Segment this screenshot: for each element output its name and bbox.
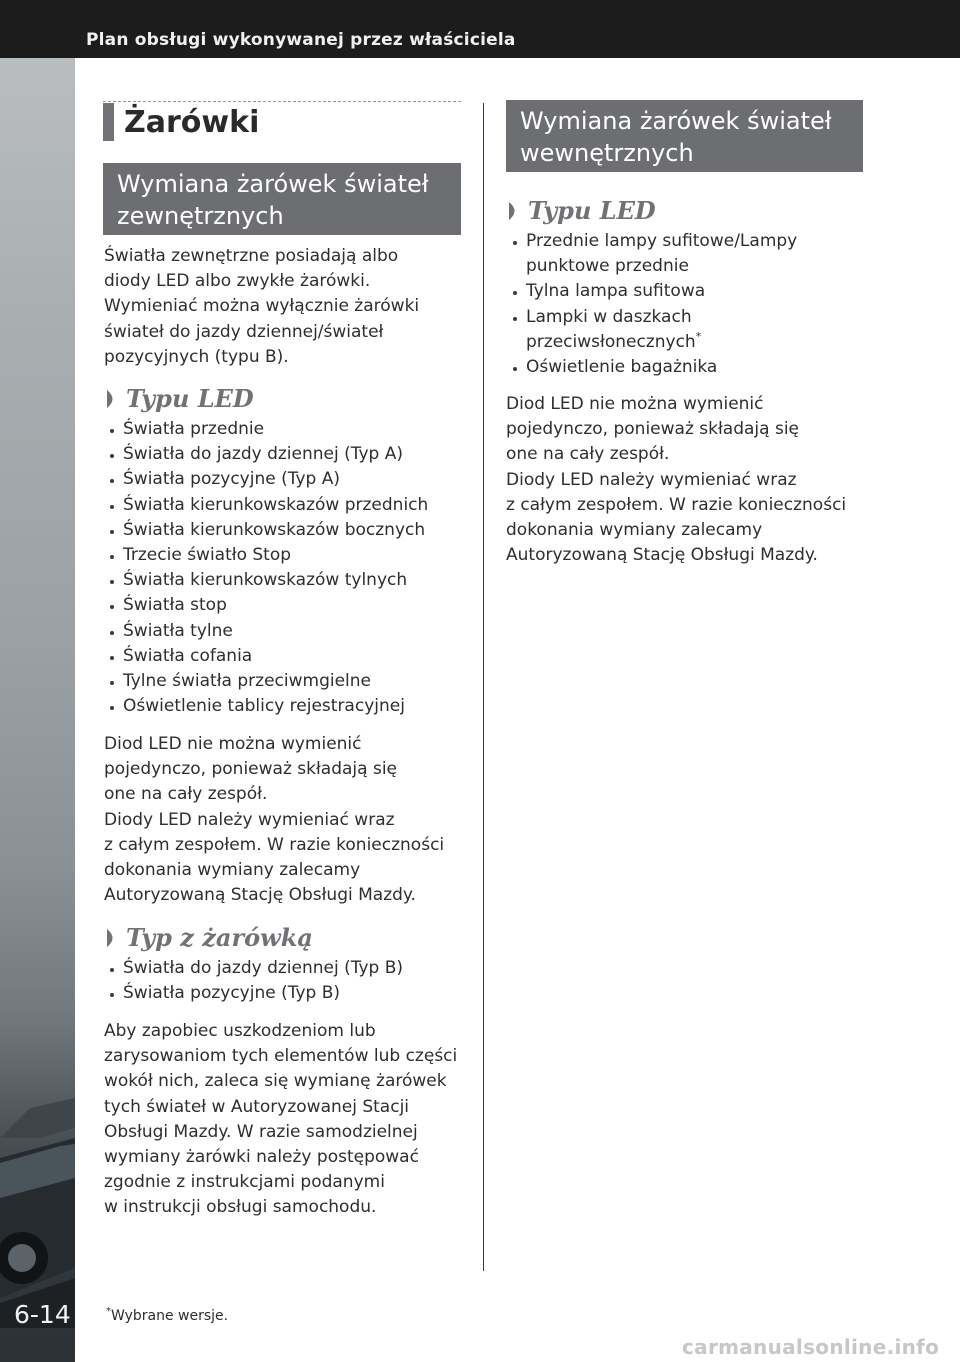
bullet-icon xyxy=(110,555,114,559)
list-item-text: Światła do jazdy dziennej (Typ A) xyxy=(123,444,403,465)
list-item-text: Przednie lampy sufitowe/Lampy xyxy=(526,231,798,251)
list-item xyxy=(506,229,864,279)
list-item-text: przeciwsłonecznych xyxy=(526,331,696,352)
bulb-list xyxy=(103,956,461,1006)
text-line: one na cały zespół. xyxy=(104,784,268,805)
text-line: Diody LED należy wymieniać wraz xyxy=(506,469,797,490)
text-line: tych świateł w Autoryzowanej Stacji xyxy=(104,1096,410,1117)
bullet-icon xyxy=(110,530,114,534)
led-note-paragraph xyxy=(506,392,864,568)
text-line: Diod LED nie można wymienić xyxy=(104,734,362,754)
text-line: świateł do jazdy dziennej/świateł xyxy=(104,321,384,342)
section-marker-icon xyxy=(106,929,118,947)
text-line: dokonania wymiany zalecamy xyxy=(104,860,361,881)
car-photo-image xyxy=(0,1068,75,1328)
list-item-text: Światła kierunkowskazów tylnych xyxy=(123,570,408,591)
footnote-marker: * xyxy=(106,1306,111,1317)
text-line: Światła zewnętrzne posiadają albo xyxy=(104,246,399,266)
text-line: w instrukcji obsługi samochodu. xyxy=(104,1197,377,1218)
bullet-icon xyxy=(110,681,114,685)
interior-bulbs-heading xyxy=(506,100,863,172)
bullet-icon xyxy=(110,968,114,972)
side-photo-strip xyxy=(0,58,75,1362)
text-line: dokonania wymiany zalecamy xyxy=(506,520,763,541)
text-line: Wymieniać można wyłącznie żarówki xyxy=(104,296,420,317)
text-line: Autoryzowaną Stację Obsługi Mazdy. xyxy=(104,885,416,906)
chapter-title: Plan obsługi wykonywanej przez właściciela xyxy=(86,30,516,50)
exterior-bulbs-heading xyxy=(103,163,461,235)
text-line: zarysowaniom tych elementów lub części xyxy=(104,1046,458,1067)
bullet-icon xyxy=(110,505,114,509)
list-item xyxy=(103,981,461,1006)
list-item-text: Światła pozycyjne (Typ A) xyxy=(123,469,340,490)
bullet-icon xyxy=(110,605,114,609)
intro-paragraph xyxy=(104,244,462,370)
subheading-text: Typ z żarówką xyxy=(126,923,313,952)
list-item-text: Oświetlenie tablicy rejestracyjnej xyxy=(123,696,405,717)
list-item xyxy=(103,593,461,618)
divider xyxy=(103,101,461,102)
list-item-text: Światła przednie xyxy=(123,419,265,439)
text-line: z całym zespołem. W razie konieczności xyxy=(104,834,445,855)
heading-line: Wymiana żarówek świateł xyxy=(520,107,832,135)
list-item-text: Światła kierunkowskazów przednich xyxy=(123,494,429,515)
bullet-icon xyxy=(513,367,517,371)
list-item xyxy=(103,619,461,644)
section-marker-icon xyxy=(508,202,520,220)
list-item xyxy=(103,669,461,694)
text-line: wymiany żarówki należy postępować xyxy=(104,1147,419,1168)
list-item xyxy=(103,956,461,981)
list-item-text: Tylna lampa sufitowa xyxy=(526,281,706,302)
led-note-paragraph xyxy=(104,732,462,908)
list-item-text: punktowe przednie xyxy=(526,256,689,277)
list-item xyxy=(506,305,864,355)
text-line: one na cały zespół. xyxy=(506,444,670,465)
list-item-text: Lampki w daszkach xyxy=(526,306,692,327)
bulb-type-heading xyxy=(106,924,313,952)
text-line: Diody LED należy wymieniać wraz xyxy=(104,809,395,830)
heading-line: Wymiana żarówek świateł xyxy=(117,170,429,198)
section-marker-icon xyxy=(106,390,118,408)
footnote xyxy=(106,1308,228,1324)
bullet-icon xyxy=(110,429,114,433)
list-item-text: Tylne światła przeciwmgielne xyxy=(123,671,372,692)
text-line: wokół nich, zaleca się wymianę żarówek xyxy=(104,1071,447,1092)
list-item-text: Światła cofania xyxy=(123,645,253,666)
text-line: Aby zapobiec uszkodzeniom lub xyxy=(104,1021,376,1041)
text-line: Diod LED nie można wymienić xyxy=(506,394,764,414)
text-line: diody LED albo zwykłe żarówki. xyxy=(104,271,371,292)
bullet-icon xyxy=(110,580,114,584)
list-item-text: Światła pozycyjne (Typ B) xyxy=(123,983,341,1004)
bullet-icon xyxy=(110,631,114,635)
heading-line: zewnętrznych xyxy=(117,202,284,230)
interior-led-list xyxy=(506,229,864,380)
text-line: z całym zespołem. W razie konieczności xyxy=(506,494,847,515)
text-line: Obsługi Mazdy. W razie samodzielnej xyxy=(104,1121,418,1142)
list-item xyxy=(103,543,461,568)
bullet-icon xyxy=(513,291,517,295)
list-item-text: Oświetlenie bagażnika xyxy=(526,357,718,378)
led-type-heading xyxy=(508,197,656,225)
bullet-icon xyxy=(110,454,114,458)
subheading-text: Typu LED xyxy=(126,384,254,413)
bulb-note-paragraph xyxy=(104,1019,462,1221)
list-item xyxy=(506,355,864,380)
exterior-led-list xyxy=(103,417,461,719)
led-type-heading xyxy=(106,385,254,413)
list-item xyxy=(103,417,461,442)
list-item xyxy=(103,644,461,669)
text-line: Autoryzowaną Stację Obsługi Mazdy. xyxy=(506,545,818,566)
list-item-text: Światła tylne xyxy=(123,620,233,641)
list-item-text: Światła kierunkowskazów bocznych xyxy=(123,519,426,540)
page-number: 6-14 xyxy=(14,1300,71,1329)
footnote-text: Wybrane wersje. xyxy=(111,1308,229,1324)
list-item-text: Trzecie światło Stop xyxy=(123,545,292,566)
bullet-icon xyxy=(110,479,114,483)
optional-marker: * xyxy=(695,329,702,343)
subheading-text: Typu LED xyxy=(528,196,656,225)
list-item-text: Światła do jazdy dziennej (Typ B) xyxy=(123,958,404,978)
list-item xyxy=(103,568,461,593)
watermark: carmanualsonline.info xyxy=(682,1335,940,1359)
bullet-icon xyxy=(513,317,517,321)
text-line: pojedynczo, ponieważ składają się xyxy=(506,419,800,440)
list-item xyxy=(103,493,461,518)
bullet-icon xyxy=(513,241,517,245)
text-line: pozycyjnych (typu B). xyxy=(104,346,289,367)
list-item xyxy=(103,518,461,543)
list-item-text: Światła stop xyxy=(123,595,227,616)
heading-line: wewnętrznych xyxy=(520,139,694,167)
list-item xyxy=(103,442,461,467)
bullet-icon xyxy=(110,656,114,660)
list-item xyxy=(506,279,864,304)
column-divider xyxy=(483,103,484,1271)
section-title: Żarówki xyxy=(103,103,259,141)
bullet-icon xyxy=(110,993,114,997)
list-item xyxy=(103,694,461,719)
text-line: pojedynczo, ponieważ składają się xyxy=(104,759,398,780)
bullet-icon xyxy=(110,706,114,710)
text-line: zgodnie z instrukcjami podanymi xyxy=(104,1172,385,1193)
list-item xyxy=(103,467,461,492)
